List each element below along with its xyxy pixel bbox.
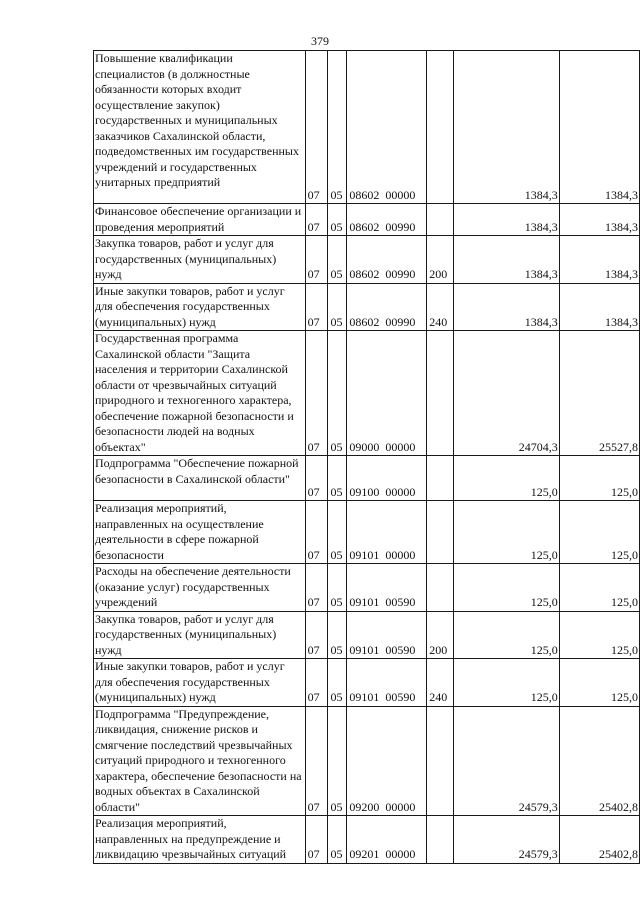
section-code-cell: 07 [305,283,328,331]
target-article-part2: 00990 [385,219,416,234]
target-article-cell [347,816,427,864]
row-name-cell: Повышение квалификации специалистов (в должностные обязанности которых входит осуществление закупок) государственных и муниципальных заказчиков Сахалинской области, подведомственных им государственных учреждений и государственных унитарных предприятий [94,51,306,204]
row-name-cell: Подпрограмма "Предупреждение, ликвидация, снижение рисков и смягчение последствий чрезвычайных ситуаций природного и техногенного характера, обеспечение безопасности на водных объектах в Сахалинской области" [94,706,306,816]
target-article-cell [347,236,427,284]
target-article-cell [347,611,427,659]
table-body [94,51,640,864]
amount-year2-cell: 1384,3 [559,283,639,331]
subsection-code-cell: 05 [328,456,347,501]
amount-year1-cell: 125,0 [454,456,560,501]
section-code-cell: 07 [305,51,328,204]
target-article-part1: 08602 [349,314,380,329]
target-article-part1: 09201 [349,847,380,861]
subsection-code-cell: 05 [328,51,347,204]
row-name-cell: Расходы на обеспечение деятельности (оказание услуг) государственных учреждений [94,564,306,612]
amount-year2-cell: 125,0 [559,501,639,564]
target-article-part2: 00000 [385,484,416,499]
amount-year1-cell: 125,0 [454,659,560,707]
amount-year2-cell: 1384,3 [559,236,639,284]
subsection-code-cell: 05 [328,501,347,564]
subsection-code-cell: 05 [328,283,347,331]
target-article-part1: 08602 [349,267,380,281]
subsection-code-cell: 05 [328,611,347,659]
expense-type-cell: 200 [427,236,454,284]
row-name-cell: Подпрограмма "Обеспечение пожарной безопасности в Сахалинской области" [94,456,306,501]
target-article-part1: 09100 [349,484,380,499]
target-article-part2: 00000 [385,847,416,861]
amount-year1-cell: 1384,3 [454,51,560,204]
section-code-cell: 07 [305,659,328,707]
target-article-cell [347,204,427,236]
row-name-cell: Закупка товаров, работ и услуг для государственных (муниципальных) нужд [94,236,306,284]
amount-year1-cell: 125,0 [454,611,560,659]
subsection-code-cell: 05 [328,236,347,284]
section-code-cell: 07 [305,611,328,659]
budget-table [93,50,640,864]
target-article-part1: 09200 [349,799,380,814]
expense-type-cell: 200 [427,611,454,659]
row-name-cell: Реализация мероприятий, направленных на предупреждение и ликвидацию чрезвычайных ситуаций [94,816,306,864]
page-number: 379 [311,34,329,48]
table-row [94,706,640,816]
amount-year2-cell: 125,0 [559,659,639,707]
amount-year1-cell: 125,0 [454,501,560,564]
table-row [94,283,640,331]
amount-year1-cell: 24579,3 [454,816,560,864]
table-row [94,611,640,659]
target-article-part1: 08602 [349,219,380,234]
subsection-code-cell: 05 [328,816,347,864]
section-code-cell: 07 [305,204,328,236]
expense-type-cell [427,706,454,816]
table-row [94,816,640,864]
subsection-code-cell: 05 [328,331,347,456]
section-code-cell: 07 [305,501,328,564]
table-row [94,331,640,456]
target-article-cell [347,331,427,456]
amount-year2-cell: 25402,8 [559,816,639,864]
expense-type-cell [427,501,454,564]
table-row [94,456,640,501]
table-row [94,236,640,284]
row-name-cell: Государственная программа Сахалинской области "Защита населения и территории Сахалинской области от чрезвычайных ситуаций природного и техногенного характера, обеспечение пожарной безопасности и безопасности людей на водных объектах" [94,331,306,456]
section-code-cell: 07 [305,331,328,456]
row-name-cell: Иные закупки товаров, работ и услуг для обеспечения государственных (муниципальных) нужд [94,659,306,707]
target-article-part2: 00000 [385,439,416,454]
target-article-part1: 09000 [349,439,380,454]
row-name-cell: Закупка товаров, работ и услуг для государственных (муниципальных) нужд [94,611,306,659]
target-article-cell [347,564,427,612]
target-article-cell [347,659,427,707]
expense-type-cell: 240 [427,283,454,331]
target-article-part2: 00590 [385,690,416,704]
subsection-code-cell: 05 [328,564,347,612]
section-code-cell: 07 [305,564,328,612]
section-code-cell: 07 [305,236,328,284]
table-row [94,501,640,564]
target-article-part1: 08602 [349,187,380,202]
amount-year1-cell: 1384,3 [454,204,560,236]
subsection-code-cell: 05 [328,659,347,707]
expense-type-cell [427,816,454,864]
target-article-part1: 09101 [349,642,380,657]
target-article-part2: 00590 [385,595,416,609]
target-article-cell [347,456,427,501]
amount-year2-cell: 125,0 [559,456,639,501]
target-article-part2: 00000 [385,547,416,562]
expense-type-cell: 240 [427,659,454,707]
subsection-code-cell: 05 [328,706,347,816]
amount-year1-cell: 1384,3 [454,236,560,284]
expense-type-cell [427,331,454,456]
target-article-part1: 09101 [349,690,380,704]
amount-year2-cell: 1384,3 [559,204,639,236]
target-article-part2: 00990 [385,314,416,329]
row-name-cell: Финансовое обеспечение организации и проведения мероприятий [94,204,306,236]
row-name-cell: Иные закупки товаров, работ и услуг для обеспечения государственных (муниципальных) нужд [94,283,306,331]
amount-year2-cell: 125,0 [559,611,639,659]
amount-year2-cell: 25527,8 [559,331,639,456]
target-article-part2: 00000 [385,187,416,202]
target-article-part2: 00590 [385,642,416,657]
section-code-cell: 07 [305,816,328,864]
target-article-cell [347,501,427,564]
table-row [94,204,640,236]
amount-year1-cell: 1384,3 [454,283,560,331]
expense-type-cell [427,456,454,501]
amount-year2-cell: 1384,3 [559,51,639,204]
target-article-part2: 00000 [385,799,416,814]
target-article-cell [347,283,427,331]
table-row [94,659,640,707]
target-article-cell [347,51,427,204]
amount-year1-cell: 24579,3 [454,706,560,816]
target-article-part1: 09101 [349,595,380,609]
section-code-cell: 07 [305,456,328,501]
amount-year2-cell: 125,0 [559,564,639,612]
target-article-part1: 09101 [349,547,380,562]
table-row [94,564,640,612]
target-article-part2: 00990 [385,267,416,281]
subsection-code-cell: 05 [328,204,347,236]
section-code-cell: 07 [305,706,328,816]
row-name-cell: Реализация мероприятий, направленных на осуществление деятельности в сфере пожарной безопасности [94,501,306,564]
amount-year1-cell: 24704,3 [454,331,560,456]
table-row [94,51,640,204]
amount-year1-cell: 125,0 [454,564,560,612]
amount-year2-cell: 25402,8 [559,706,639,816]
target-article-cell [347,706,427,816]
expense-type-cell [427,564,454,612]
expense-type-cell [427,51,454,204]
expense-type-cell [427,204,454,236]
